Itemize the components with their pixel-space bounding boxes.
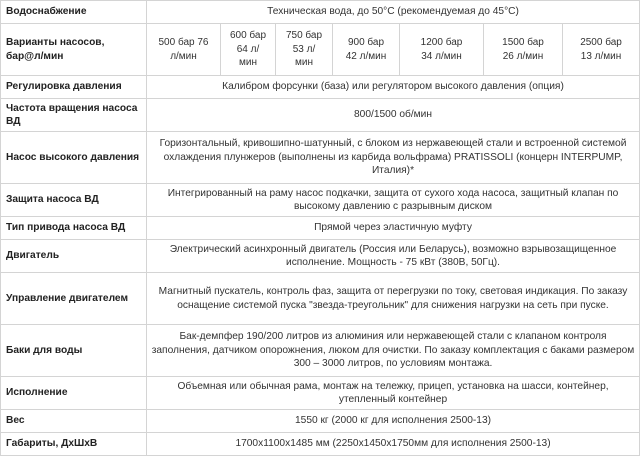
- table-row: [1, 240, 640, 273]
- row-label: Вес: [1, 410, 147, 433]
- row-label: Защита насоса ВД: [1, 184, 147, 217]
- row-value: Магнитный пускатель, контроль фаз, защита от перегрузки по току, световая индикация. По заказу оснащение системой пуска "звезда-треугольник" для снижения нагрузки на сеть при пуске.: [147, 273, 640, 325]
- row-label: Тип привода насоса ВД: [1, 217, 147, 240]
- pump-option: [147, 24, 221, 76]
- row-label: Насос высокого давления: [1, 132, 147, 184]
- row-label: Габариты, ДхШхВ: [1, 433, 147, 456]
- pump-flow: 42 л/мин: [345, 50, 387, 62]
- pump-option: [221, 24, 276, 76]
- row-value: Калибром форсунки (база) или регулятором высокого давления (опция): [147, 76, 640, 99]
- table-row: [1, 377, 640, 410]
- table-row: [1, 132, 640, 184]
- table-row: [1, 76, 640, 99]
- row-value: Электрический асинхронный двигатель (Россия или Беларусь), возможно взрывозащищенное исполнение. Мощность - 75 кВт (380В, 50Гц).: [147, 240, 640, 273]
- row-value: Объемная или обычная рама, монтаж на тележку, прицеп, установка на шасси, контейнер, утепленный контейнер: [147, 377, 640, 410]
- row-label: Исполнение: [1, 377, 147, 410]
- row-value: 1550 кг (2000 кг для исполнения 2500-13): [147, 410, 640, 433]
- row-label: Баки для воды: [1, 325, 147, 377]
- pump-flow: 64 л/: [236, 43, 260, 55]
- pump-flow: 26 л/мин: [502, 50, 544, 62]
- row-value: Прямой через эластичную муфту: [147, 217, 640, 240]
- pump-flow-unit: мин: [239, 57, 257, 69]
- pump-pressure: 900 бар: [347, 37, 385, 48]
- pump-flow-unit: мин: [295, 57, 313, 69]
- row-value: Бак-демпфер 190/200 литров из алюминия или нержавеющей стали с клапаном контроля заполнения, датчиком опорожнения, люком для очистки. По заказу комплектация с баками размером 300 – 3000 литров, по условиям монтажа.: [147, 325, 640, 377]
- pump-flow: л/мин: [170, 50, 197, 62]
- row-value: Интегрированный на раму насос подкачки, защита от сухого хода насоса, защитный клапан по высокому давлению с разрывным диском: [147, 184, 640, 217]
- table-row: [1, 217, 640, 240]
- pump-pressure: 750 бар: [285, 30, 323, 42]
- row-label: Варианты насосов, бар@л/мин: [1, 24, 147, 76]
- row-label: Двигатель: [1, 240, 147, 273]
- table-row: [1, 99, 640, 132]
- pump-option: [563, 24, 640, 76]
- row-value: 1700х1100х1485 мм (2250х1450х1750мм для исполнения 2500-13): [147, 433, 640, 456]
- table-row: [1, 325, 640, 377]
- pump-flow: 53 л/: [292, 43, 316, 55]
- pump-pressure: 1200 бар: [420, 37, 463, 48]
- pump-pressure: 500 бар 76: [158, 37, 209, 48]
- table-row: [1, 410, 640, 433]
- table-row: [1, 433, 640, 456]
- row-value: Горизонтальный, кривошипно-шатунный, с блоком из нержавеющей стали и встроенной системой охлаждения плунжеров (выполнены из карбида вольфрама) PRATISSOLI (концерн INTERPUMP, Италия)*: [147, 132, 640, 184]
- pump-option: [400, 24, 484, 76]
- pump-pressure: 600 бар: [229, 30, 267, 42]
- table-row: [1, 184, 640, 217]
- table-row: [1, 273, 640, 325]
- row-value: Техническая вода, до 50°C (рекомендуемая до 45°C): [147, 1, 640, 24]
- row-label: Регулировка давления: [1, 76, 147, 99]
- row-label: Управление двигателем: [1, 273, 147, 325]
- pump-option: [276, 24, 333, 76]
- pump-pressure: 2500 бар: [580, 37, 622, 48]
- row-label: Водоснабжение: [1, 1, 147, 24]
- row-value: 800/1500 об/мин: [147, 99, 640, 132]
- table-row: [1, 1, 640, 24]
- pump-flow: 34 л/мин: [421, 50, 462, 62]
- pump-option: [333, 24, 400, 76]
- table-row: [1, 24, 640, 76]
- pump-option: [484, 24, 563, 76]
- pump-flow: 13 л/мин: [580, 50, 622, 62]
- pump-pressure: 1500 бар: [502, 37, 544, 48]
- row-label: Частота вращения насоса ВД: [1, 99, 147, 132]
